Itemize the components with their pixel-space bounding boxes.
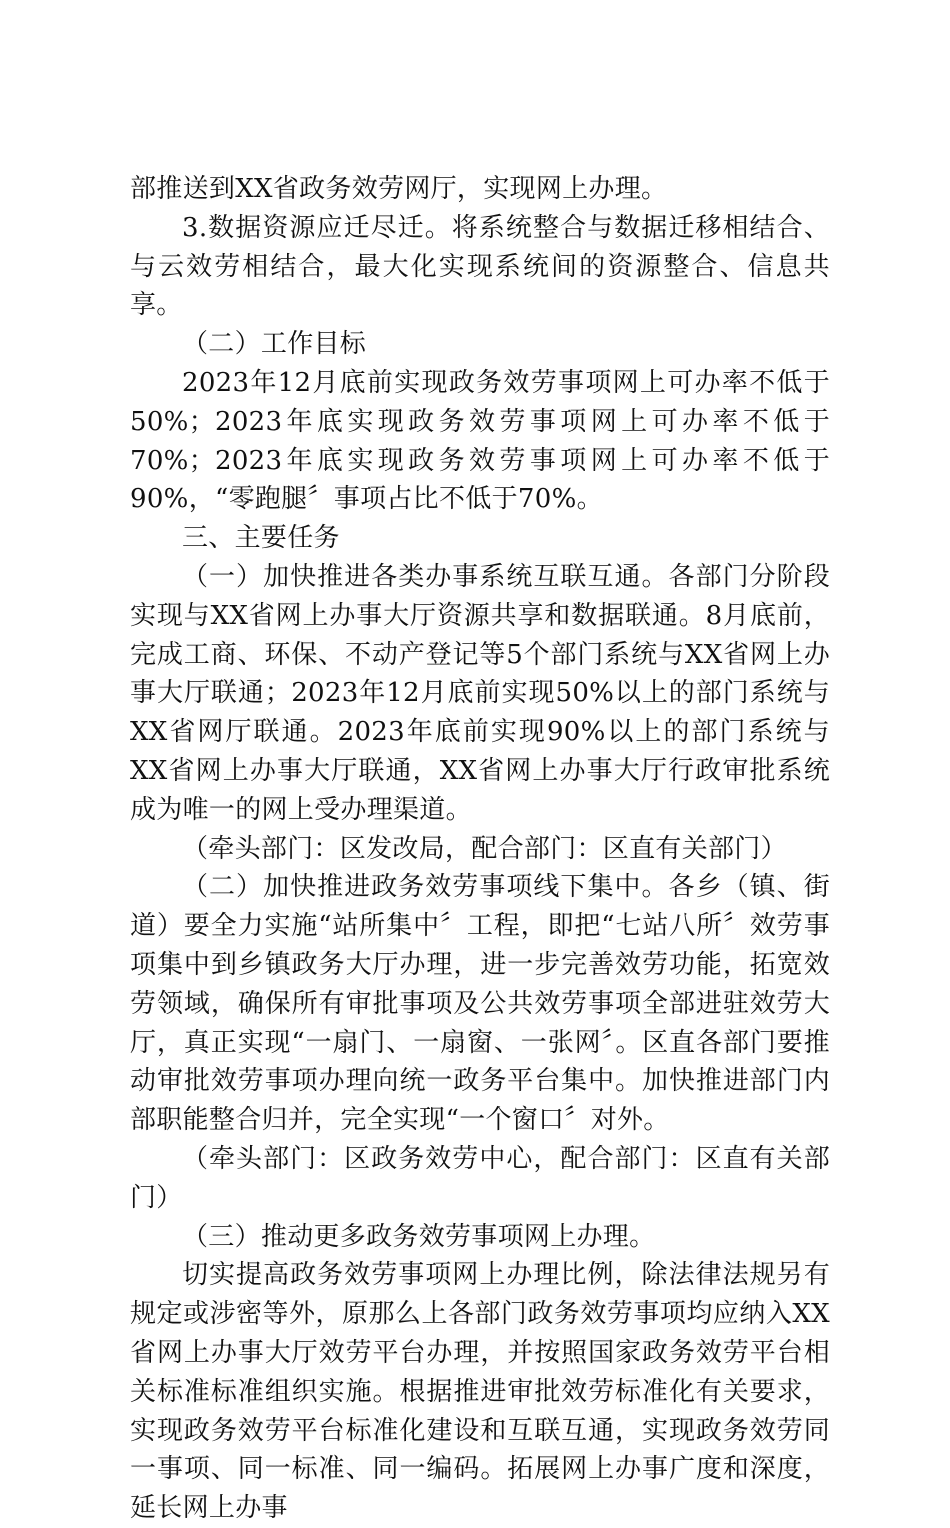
heading-task-3: （三）推动更多政务效劳事项网上办理。 xyxy=(182,1221,656,1252)
paragraph-data-migration: 3.数据资源应迁尽迁。将系统整合与数据迁移相结合、与云效劳相结合，最大化实现系统间的资源整合、信息共享。 xyxy=(130,212,830,321)
heading-main-tasks: 三、主要任务 xyxy=(182,523,340,554)
paragraph-task-2: （二）加快推进政务效劳事项线下集中。各乡（镇、街道）要全力实施“站所集中〞工程，即把“七站八所〞效劳事项集中到乡镇政务大厅办理，进一步完善效劳功能，拓宽效劳领域，确保所有审批事项及公共效劳事项全部进驻效劳大厅，真正实现“一扇门、一扇窗、一张网〞。区直各部门要推动审批效劳事项办理向统一政务平台集中。加快推进部门内部职能整合归并，完全实现“一个窗口〞对外。 xyxy=(130,872,830,1136)
paragraph-task-3: 切实提高政务效劳事项网上办理比例，除法律法规另有规定或涉密等外，原那么上各部门政务效劳事项均应纳入XX省网上办事大厅效劳平台办理，并按照国家政务效劳平台相关标准标准组织实施。根据推进审批效劳标准化有关要求，实现政务效劳平台标准化建设和互联互通，实现政务效劳同一事项、同一标准、同一编码。拓展网上办事广度和深度，延长网上办事 xyxy=(130,1260,830,1524)
paragraph-task-1-lead: （牵头部门：区发改局，配合部门：区直有关部门） xyxy=(182,833,787,864)
document-body xyxy=(130,170,830,1528)
paragraph-continuation: 部推送到XX省政务效劳网厅，实现网上办理。 xyxy=(130,174,668,204)
paragraph-task-2-lead: （牵头部门：区政务效劳中心，配合部门：区直有关部门） xyxy=(130,1143,830,1213)
paragraph-task-1: （一）加快推进各类办事系统互联互通。各部门分阶段实现与XX省网上办事大厅资源共享和数据联通。8月底前，完成工商、环保、不动产登记等5个部门系统与XX省网上办事大厅联通；2023年12月底前实现50%以上的部门系统与XX省网厅联通。2023年底前实现90%以上的部门系统与XX省网上办事大厅联通，XX省网上办事大厅行政审批系统成为唯一的网上受办理渠道。 xyxy=(130,561,830,825)
paragraph-work-goals: 2023年12月底前实现政务效劳事项网上可办率不低于50%；2023年底实现政务效劳事项网上可办率不低于70%；2023年底实现政务效劳事项网上可办率不低于90%，“零跑腿〞事项占比不低于70%。 xyxy=(130,367,830,515)
heading-work-goals: （二）工作目标 xyxy=(182,329,367,360)
